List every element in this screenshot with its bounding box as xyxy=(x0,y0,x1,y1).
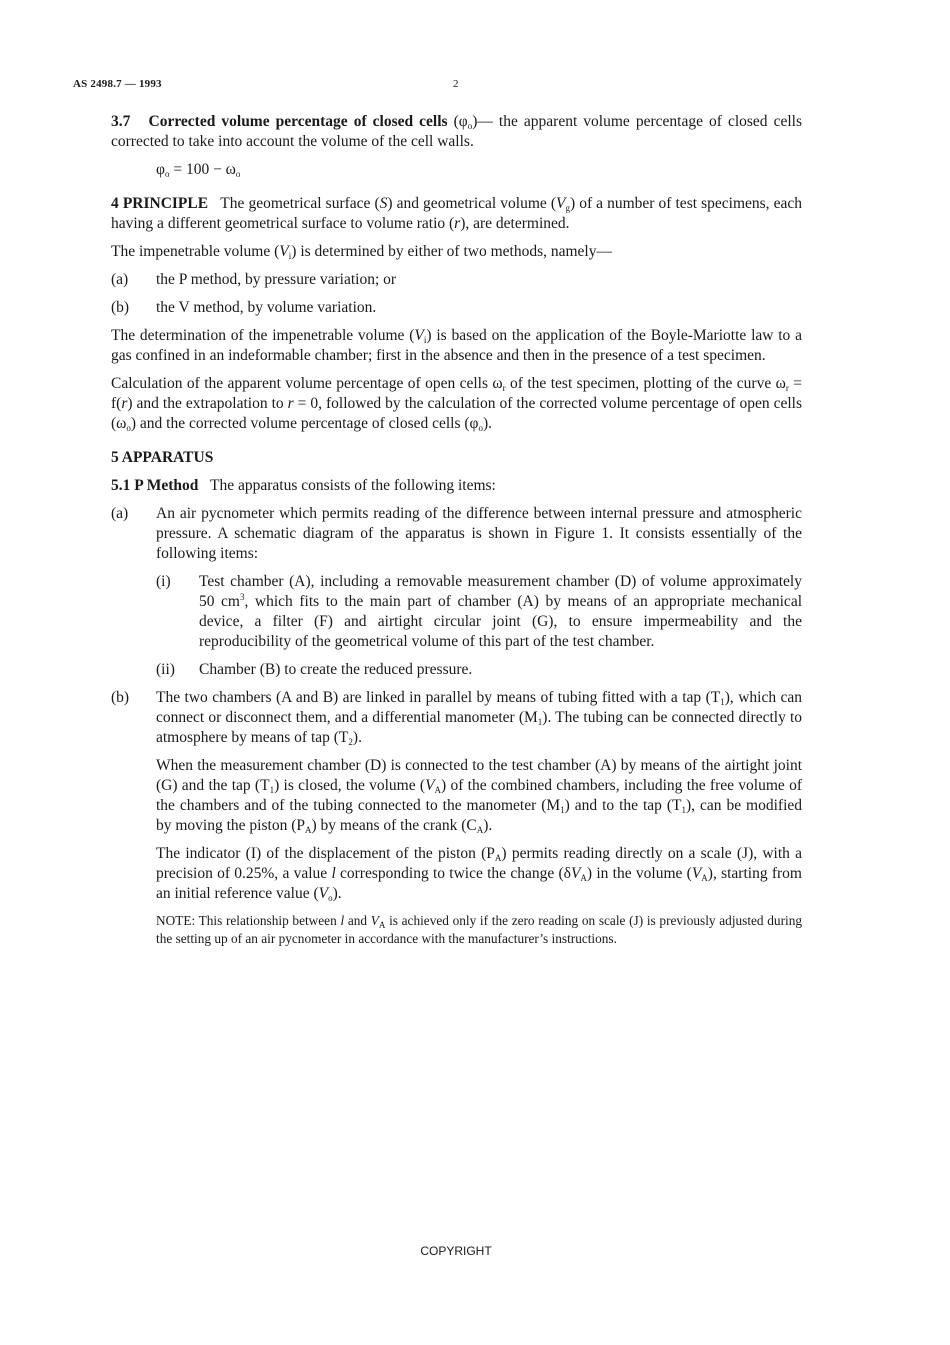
list-item: (a) the P method, by pressure variation; or xyxy=(111,271,397,288)
apparatus-para: When the measurement chamber (D) is connected to the test chamber (A) by means of the airtight joint (G) and the tap $(T_1)$ is closed, the volume $(V_A)$ of the combined chambers, including the free volume of the chambers and of the tubing connected to the manometer $(M_1)$ and to the tap $(T_1)$, can be modified by moving the piston $(P_A)$ by means of the crank $(C_A)$. xyxy=(156,757,803,835)
clause-5-1: 5.1 P Method The apparatus consists of the following items: xyxy=(111,477,496,494)
principle-para-4: Calculation of the apparent volume percentage of open cells $\omega_r$ of the test specimen, plotting of the curve $\omega_r = f(r)$ and the extrapolation to r = 0, followed by the calculation of the corrected volume percentage of open cells $(\omega_o)$ and the corrected volume percentage of closed cells $(\varphi_o)$. xyxy=(111,375,802,433)
standard-number: AS 2498.7 — 1993 xyxy=(73,78,162,90)
sub-list-item: (ii) Chamber (B) to create the reduced pressure. xyxy=(156,661,473,678)
list-item: (b) The two chambers (A and B) are linked in parallel by means of tubing fitted with a tap $(T_1)$, which can connect or disconnect them, and a differential manometer $(M_1)$. The tubing can be connected directly to atmosphere by means of tap $(T_2)$. xyxy=(111,689,803,747)
apparatus-para: The indicator (I) of the displacement of the piston $(P_A)$ permits reading directly on a scale (J), with a precision of 0.25%, a value l corresponding to twice the change $(\delta V_A)$ in the volume $(V_A)$, starting from an initial reference value $(V_o)$. xyxy=(156,845,803,903)
principle-para-2: The impenetrable volume $(V_i)$ is determined by either of two methods, namely— xyxy=(111,243,612,261)
sub-list-item: (i) Test chamber (A), including a removable measurement chamber (D) of volume approximately 50 $cm^3$, which fits to the main part of chamber (A) by means of an appropriate mechanical device, a filter (F) and airtight circular joint (G), to ensure impermeability and the reproducibility of the geometrical volume of this part of the test chamber. xyxy=(156,573,803,650)
note: NOTE: This relationship between l and $V_A$ is achieved only if the zero reading on scale (J) is previously adjusted during the setting up of an air pycnometer in accordance with the manufacturer’s instructions. xyxy=(156,913,802,946)
clause-3-7: 3.7 Corrected volume percentage of closed cells $(\varphi_o)—$ the apparent volume percentage of closed cells corrected to take into account the volume of the cell walls. xyxy=(111,113,802,150)
section-heading-principle: 4 PRINCIPLE xyxy=(111,195,209,212)
document-body xyxy=(111,112,802,948)
list-item: (a) An air pycnometer which permits reading of the difference between internal pressure and atmospheric pressure. A schematic diagram of the apparatus is shown in Figure 1. It consists essentially of the following items: (i) Test chamber (A), including a removable measurement chamber (D) of volume approximately 50 $cm^3$, which fits to the main part of chamber (A) by means of an appropriate mechanical device, a filter (F) and airtight circular joint (G), to ensure impermeability and the reproducibility of the geometrical volume of this part of the test chamber. (ii) Chamber (B) to create the reduced pressure. xyxy=(111,505,803,678)
copyright-footer: COPYRIGHT xyxy=(420,1244,492,1258)
principle-para-1: 4 PRINCIPLE The geometrical surface (S) and geometrical volume $(V_g)$ of a number of test specimens, each having a different geometrical surface to volume ratio (r), are determined. xyxy=(111,195,802,232)
principle-para-3: The determination of the impenetrable volume $(V_i)$ is based on the application of the Boyle-Mariotte law to a gas confined in an indeformable chamber; first in the absence and then in the presence of a test specimen. xyxy=(111,327,802,364)
equation-phi-o: $\varphi_o = 100 - \omega_o$ xyxy=(156,161,241,179)
page-number: 2 xyxy=(453,78,459,90)
list-item: (b) the V method, by volume variation. xyxy=(111,299,377,316)
section-heading-apparatus: 5 APPARATUS xyxy=(111,449,214,466)
